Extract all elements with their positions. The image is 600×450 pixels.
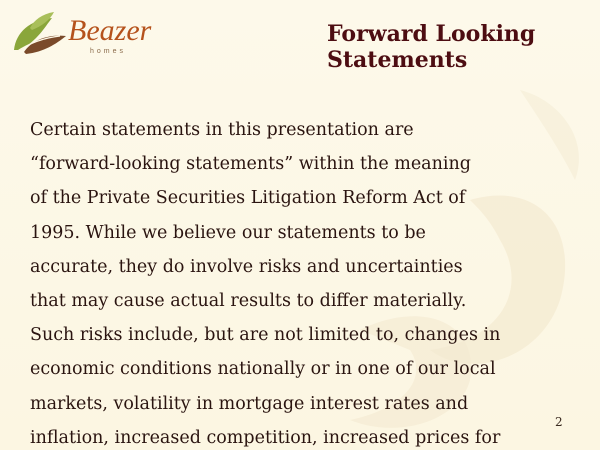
logo-wordmark: Beazer	[68, 14, 152, 47]
page-number: 2	[555, 415, 563, 429]
body-line: Such risks include, but are not limited to, changes in	[30, 325, 501, 346]
logo-subtitle: homes	[90, 48, 127, 55]
slide-title-line-2: Statements	[327, 47, 468, 73]
body-line: accurate, they do involve risks and uncertainties	[30, 256, 463, 277]
body-line: 1995. While we believe our statements to be	[30, 222, 426, 243]
slide-title	[327, 21, 587, 73]
body-paragraph	[30, 113, 590, 450]
body-line: of the Private Securities Litigation Reform Act of	[30, 188, 466, 209]
beazer-logo	[8, 10, 178, 58]
body-line: that may cause actual results to differ materially.	[30, 291, 467, 312]
body-line: inflation, increased competition, increased prices for	[30, 427, 501, 448]
leaf-logo-icon	[8, 10, 70, 60]
slide-title-line-1: Forward Looking	[327, 21, 536, 47]
body-line: economic conditions nationally or in one of our local	[30, 359, 496, 380]
body-line: Certain statements in this presentation are	[30, 120, 414, 140]
body-line: “forward-looking statements” within the meaning	[30, 154, 471, 175]
body-line: markets, volatility in mortgage interest rates and	[30, 393, 469, 414]
